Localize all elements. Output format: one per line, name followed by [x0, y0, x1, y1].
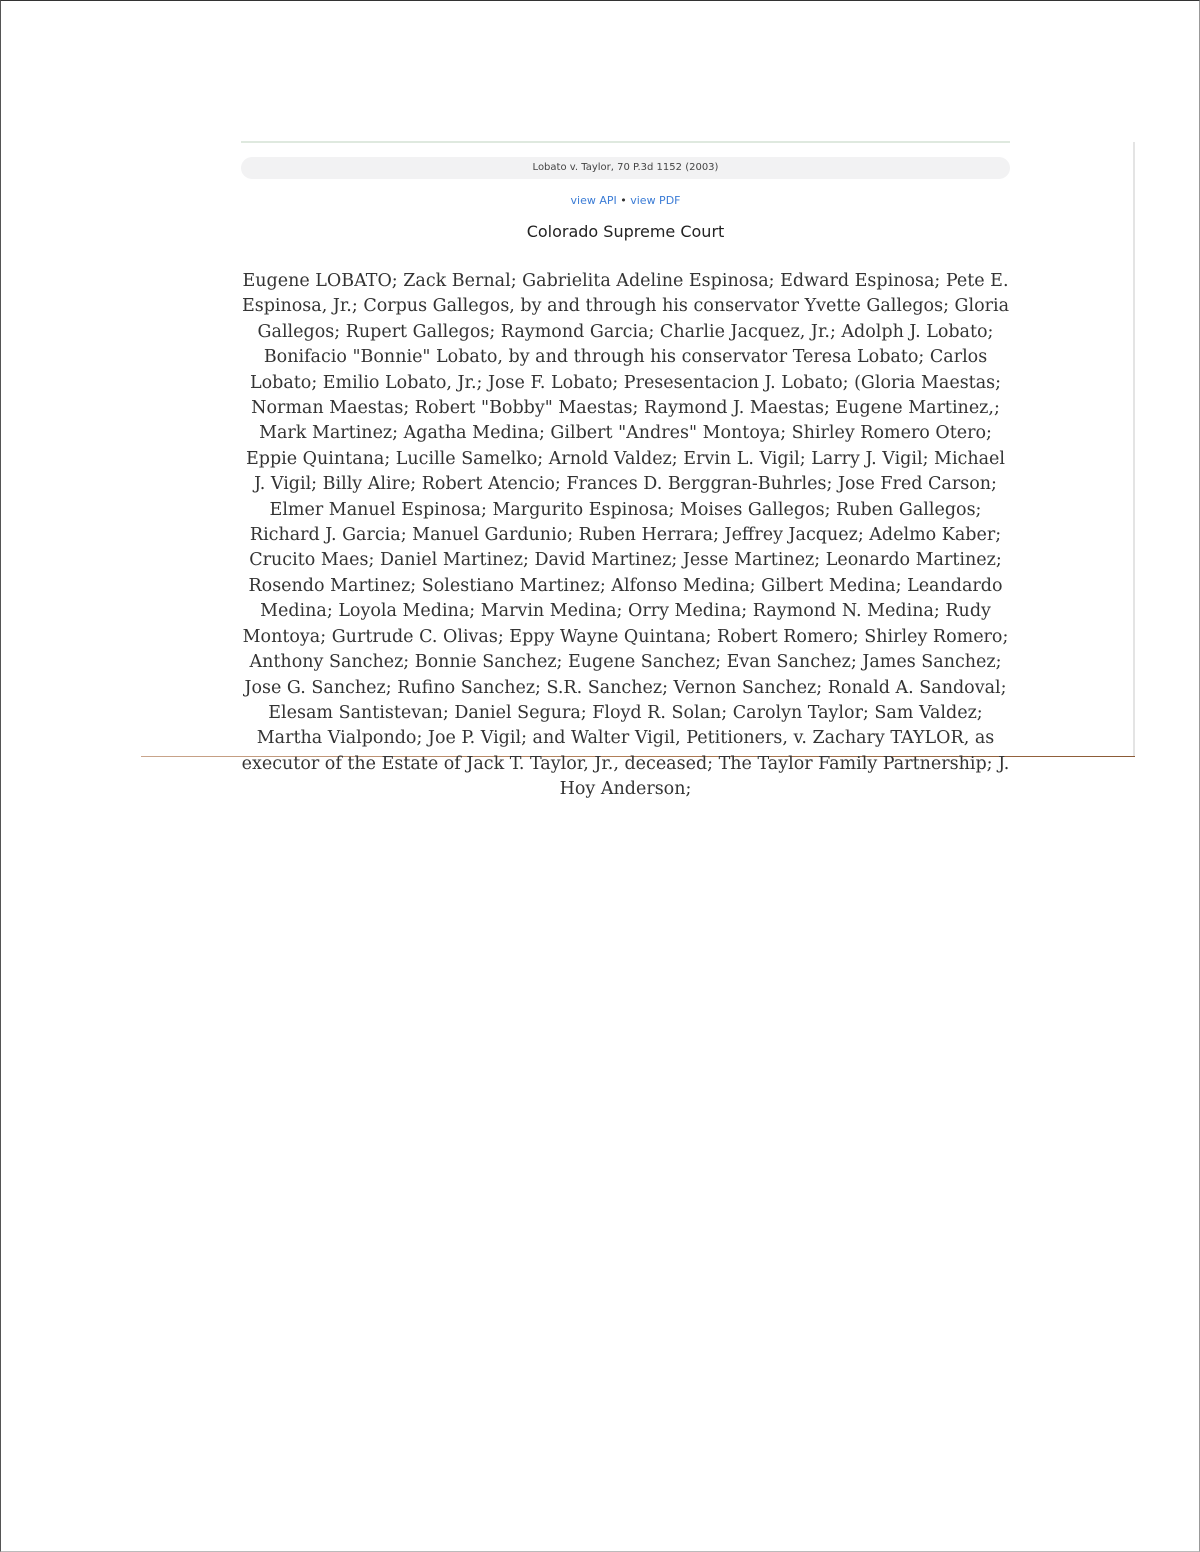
view-api-link[interactable]: view API	[570, 194, 617, 207]
view-pdf-link[interactable]: view PDF	[630, 194, 681, 207]
link-separator: •	[620, 194, 627, 207]
view-links	[241, 194, 1010, 208]
court-name: Colorado Supreme Court	[526, 222, 725, 241]
case-document	[241, 141, 1010, 800]
case-citation: Lobato v. Taylor, 70 P.3d 1152 (2003)	[241, 157, 1010, 179]
content-right-border	[1133, 142, 1135, 756]
top-divider	[241, 141, 1010, 143]
case-parties: Eugene LOBATO; Zack Bernal; Gabrielita Adeline Espinosa; Edward Espinosa; Pete E. Espinosa, Jr.; Corpus Gallegos, by and through his conservator Yvette Gallegos; Gloria Gallegos; Rupert Gallegos; Raymond Garcia; Charlie Jacquez, Jr.; Adolph J. Lobato; Bonifacio "Bonnie" Lobato, by and through his conservator Teresa Lobato; Carlos Lobato; Emilio Lobato, Jr.; Jose F. Lobato; Presesentacion J. Lobato; (Gloria Maestas; Norman Maestas; Robert "Bobby" Maestas; Raymond J. Maestas; Eugene Martinez,; Mark Martinez; Agatha Medina; Gilbert "Andres" Montoya; Shirley Romero Otero; Eppie Quintana; Lucille Samelko; Arnold Valdez; Ervin L. Vigil; Larry J. Vigil; Michael J. Vigil; Billy Alire; Robert Atencio; Frances D. Berggran-Buhrles; Jose Fred Carson; Elmer Manuel Espinosa; Margurito Espinosa; Moises Gallegos; Ruben Gallegos; Richard J. Garcia; Manuel Gardunio; Ruben Herrara; Jeffrey Jacquez; Adelmo Kaber; Crucito Maes; Daniel Martinez; David Martinez; Jesse Martinez; Leonardo Martinez; Rosendo Martinez; Solestiano Martinez; Alfonso Medina; Gilbert Medina; Leandardo Medina; Loyola Medina; Marvin Medina; Orry Medina; Raymond N. Medina; Rudy Montoya; Gurtrude C. Olivas; Eppy Wayne Quintana; Robert Romero; Shirley Romero; Anthony Sanchez; Bonnie Sanchez; Eugene Sanchez; Evan Sanchez; James Sanchez; Jose G. Sanchez; Rufino Sanchez; S.R. Sanchez; Vernon Sanchez; Ronald A. Sandoval; Elesam Santistevan; Daniel Segura; Floyd R. Solan; Carolyn Taylor; Sam Valdez; Martha Vialpondo; Joe P. Vigil; and Walter Vigil, Petitioners, v. Zachary TAYLOR, as executor of the Estate of Jack T. Taylor, Jr., deceased; The Taylor Family Partnership; J. Hoy Anderson;	[241, 271, 1010, 800]
